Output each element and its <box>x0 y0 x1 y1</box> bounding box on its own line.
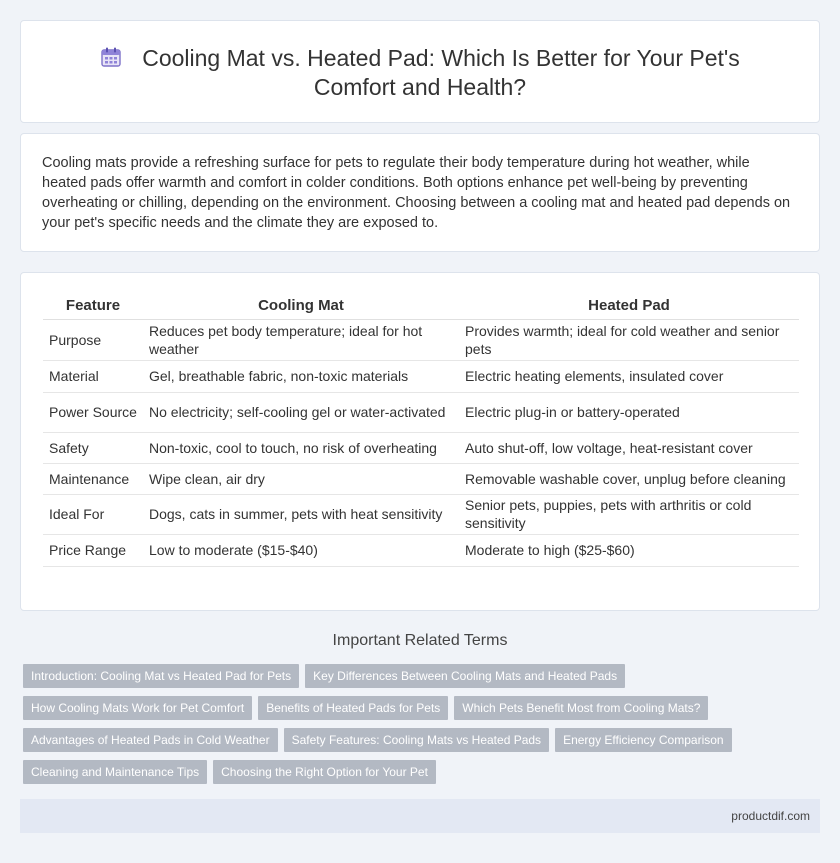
page-title <box>21 44 819 102</box>
feature-cell: Ideal For <box>43 494 143 534</box>
tag-row <box>23 760 823 792</box>
cooling-mat-cell: Reduces pet body temperature; ideal for hot weather <box>143 319 459 360</box>
feature-cell: Material <box>43 360 143 392</box>
feature-cell: Safety <box>43 432 143 463</box>
related-tag[interactable]: Introduction: Cooling Mat vs Heated Pad for Pets <box>23 664 299 688</box>
related-tag[interactable]: Energy Efficiency Comparison <box>555 728 732 752</box>
table-row <box>43 494 799 534</box>
title-card <box>20 20 820 123</box>
cooling-mat-cell: Gel, breathable fabric, non-toxic materials <box>143 360 459 392</box>
table-row <box>43 432 799 463</box>
header-feature: Feature <box>43 293 143 319</box>
related-tag[interactable]: Choosing the Right Option for Your Pet <box>213 760 436 784</box>
feature-cell: Purpose <box>43 319 143 360</box>
intro-paragraph: Cooling mats provide a refreshing surface for pets to regulate their body temperature during hot weather, while heated pads offer warmth and comfort in colder conditions. Both options enhance pet well-being by preventing overheating or chilling, depending on the environment. Choosing between a cooling mat and heated pad depends on your pet's specific needs and the climate they are exposed to. <box>42 155 791 231</box>
heated-pad-cell: Removable washable cover, unplug before cleaning <box>459 463 799 494</box>
table-header-row <box>43 293 799 319</box>
table-row <box>43 360 799 392</box>
feature-cell: Price Range <box>43 534 143 566</box>
table-row <box>43 392 799 432</box>
cooling-mat-cell: Dogs, cats in summer, pets with heat sensitivity <box>143 494 459 534</box>
header-heated-pad: Heated Pad <box>459 293 799 319</box>
cooling-mat-cell: No electricity; self-cooling gel or water-activated <box>143 392 459 432</box>
related-tag[interactable]: Which Pets Benefit Most from Cooling Mats? <box>454 696 708 720</box>
comparison-table <box>43 293 799 567</box>
header-cooling-mat: Cooling Mat <box>143 293 459 319</box>
footer <box>20 799 820 833</box>
related-terms-heading: Important Related Terms <box>332 632 508 649</box>
feature-cell: Power Source <box>43 392 143 432</box>
heated-pad-cell: Auto shut-off, low voltage, heat-resistant cover <box>459 432 799 463</box>
feature-cell: Maintenance <box>43 463 143 494</box>
related-tag[interactable]: Cleaning and Maintenance Tips <box>23 760 207 784</box>
tag-row <box>23 728 823 760</box>
cooling-mat-cell: Non-toxic, cool to touch, no risk of overheating <box>143 432 459 463</box>
comparison-card <box>20 272 820 611</box>
heated-pad-cell: Provides warmth; ideal for cold weather and senior pets <box>459 319 799 360</box>
title-line-2: Comfort and Health? <box>313 74 527 100</box>
heated-pad-cell: Electric plug-in or battery-operated <box>459 392 799 432</box>
heated-pad-cell: Senior pets, puppies, pets with arthritis or cold sensitivity <box>459 494 799 534</box>
related-tag[interactable]: How Cooling Mats Work for Pet Comfort <box>23 696 252 720</box>
calendar-icon <box>100 46 122 68</box>
table-row <box>43 463 799 494</box>
tag-row <box>23 664 823 696</box>
cooling-mat-cell: Low to moderate ($15-$40) <box>143 534 459 566</box>
related-tag[interactable]: Key Differences Between Cooling Mats and Heated Pads <box>305 664 625 688</box>
heated-pad-cell: Moderate to high ($25-$60) <box>459 534 799 566</box>
tag-row <box>23 696 823 728</box>
related-tag[interactable]: Benefits of Heated Pads for Pets <box>258 696 448 720</box>
related-terms-list <box>23 664 823 792</box>
table-row <box>43 319 799 360</box>
intro-card <box>20 133 820 252</box>
title-line-1: Cooling Mat vs. Heated Pad: Which Is Better for Your Pet's <box>142 45 740 71</box>
footer-site[interactable]: productdif.com <box>731 809 810 823</box>
related-tag[interactable]: Advantages of Heated Pads in Cold Weather <box>23 728 278 752</box>
table-row <box>43 534 799 566</box>
heated-pad-cell: Electric heating elements, insulated cover <box>459 360 799 392</box>
related-tag[interactable]: Safety Features: Cooling Mats vs Heated Pads <box>284 728 549 752</box>
cooling-mat-cell: Wipe clean, air dry <box>143 463 459 494</box>
